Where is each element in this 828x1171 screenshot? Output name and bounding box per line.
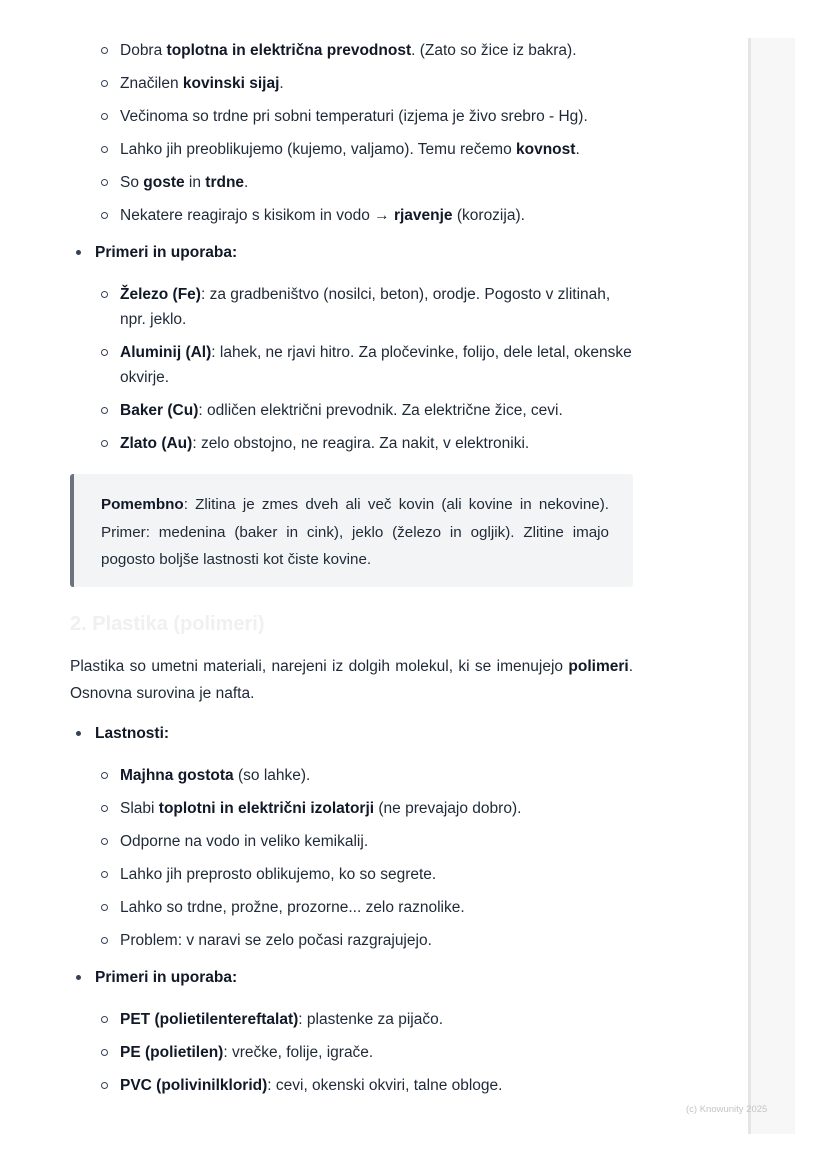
important-note-callout: Pomembno: Zlitina je zmes dveh ali več kovin (ali kovine in nekovine). Primer: medenina (baker in cink), jeklo (železo in ogljik). Zlitine imajo pogosto boljše lastnosti kot čiste kovine. xyxy=(70,474,633,587)
list-item: Lahko jih preoblikujemo (kujemo, valjamo). Temu rečemo kovnost. xyxy=(70,137,633,162)
list-item: Zlato (Au): zelo obstojno, ne reagira. Za nakit, v elektroniki. xyxy=(70,431,633,456)
plastic-examples-list xyxy=(70,1007,633,1098)
metal-examples-list xyxy=(70,282,633,456)
list-item: Značilen kovinski sijaj. xyxy=(70,71,633,96)
section-subheading: Primeri in uporaba: xyxy=(95,968,238,986)
metal-properties-list xyxy=(70,38,633,228)
plastic-properties-list xyxy=(70,763,633,953)
metal-examples-section xyxy=(70,240,633,265)
section-subheading: Primeri in uporaba: xyxy=(95,244,238,261)
list-item: Lahko jih preprosto oblikujemo, ko so segrete. xyxy=(70,862,633,887)
list-item: Problem: v naravi se zelo počasi razgrajujejo. xyxy=(70,928,633,953)
list-item: Železo (Fe): za gradbeništvo (nosilci, beton), orodje. Pogosto v zlitinah, npr. jeklo. xyxy=(70,282,633,332)
list-item: Slabi toplotni in električni izolatorji (ne prevajajo dobro). xyxy=(70,796,633,821)
document-content xyxy=(70,38,633,1106)
intro-paragraph: Plastika so umetni materiali, narejeni iz dolgih molekul, ki se imenujejo polimeri. Osnovna surovina je nafta. xyxy=(70,657,633,702)
list-item: Lahko so trdne, prožne, prozorne... zelo raznolike. xyxy=(70,895,633,920)
list-item xyxy=(70,965,633,990)
list-item: Večinoma so trdne pri sobni temperaturi (izjema je živo srebro - Hg). xyxy=(70,104,633,129)
list-item: PET (polietilentereftalat): plastenke za pijačo. xyxy=(70,1007,633,1032)
list-item: Majhna gostota (so lahke). xyxy=(70,763,633,788)
list-item: Baker (Cu): odličen električni prevodnik. Za električne žice, cevi. xyxy=(70,398,633,423)
list-item: Dobra toplotna in električna prevodnost. (Zato so žice iz bakra). xyxy=(70,38,633,63)
list-item: So goste in trdne. xyxy=(70,170,633,195)
list-item: Odporne na vodo in veliko kemikalij. xyxy=(70,829,633,854)
plastic-examples-section xyxy=(70,965,633,990)
list-item: Aluminij (Al): lahek, ne rjavi hitro. Za pločevinke, folijo, dele letal, okenske okvirje. xyxy=(70,340,633,390)
list-item xyxy=(70,721,633,746)
section-subheading: Lastnosti: xyxy=(95,724,170,742)
list-item: Nekatere reagirajo s kisikom in vodo → rjavenje (korozija). xyxy=(70,203,633,228)
list-item xyxy=(70,240,633,265)
copyright-text: (c) Knowunity 2025 xyxy=(686,1104,768,1115)
scrollbar-track[interactable] xyxy=(748,38,795,1134)
list-item: PE (polietilen): vrečke, folije, igrače. xyxy=(70,1040,633,1065)
plastic-properties-section xyxy=(70,721,633,746)
section-heading: 2. Plastika (polimeri) xyxy=(70,612,265,635)
list-item: PVC (polivinilklorid): cevi, okenski okviri, talne obloge. xyxy=(70,1073,633,1098)
